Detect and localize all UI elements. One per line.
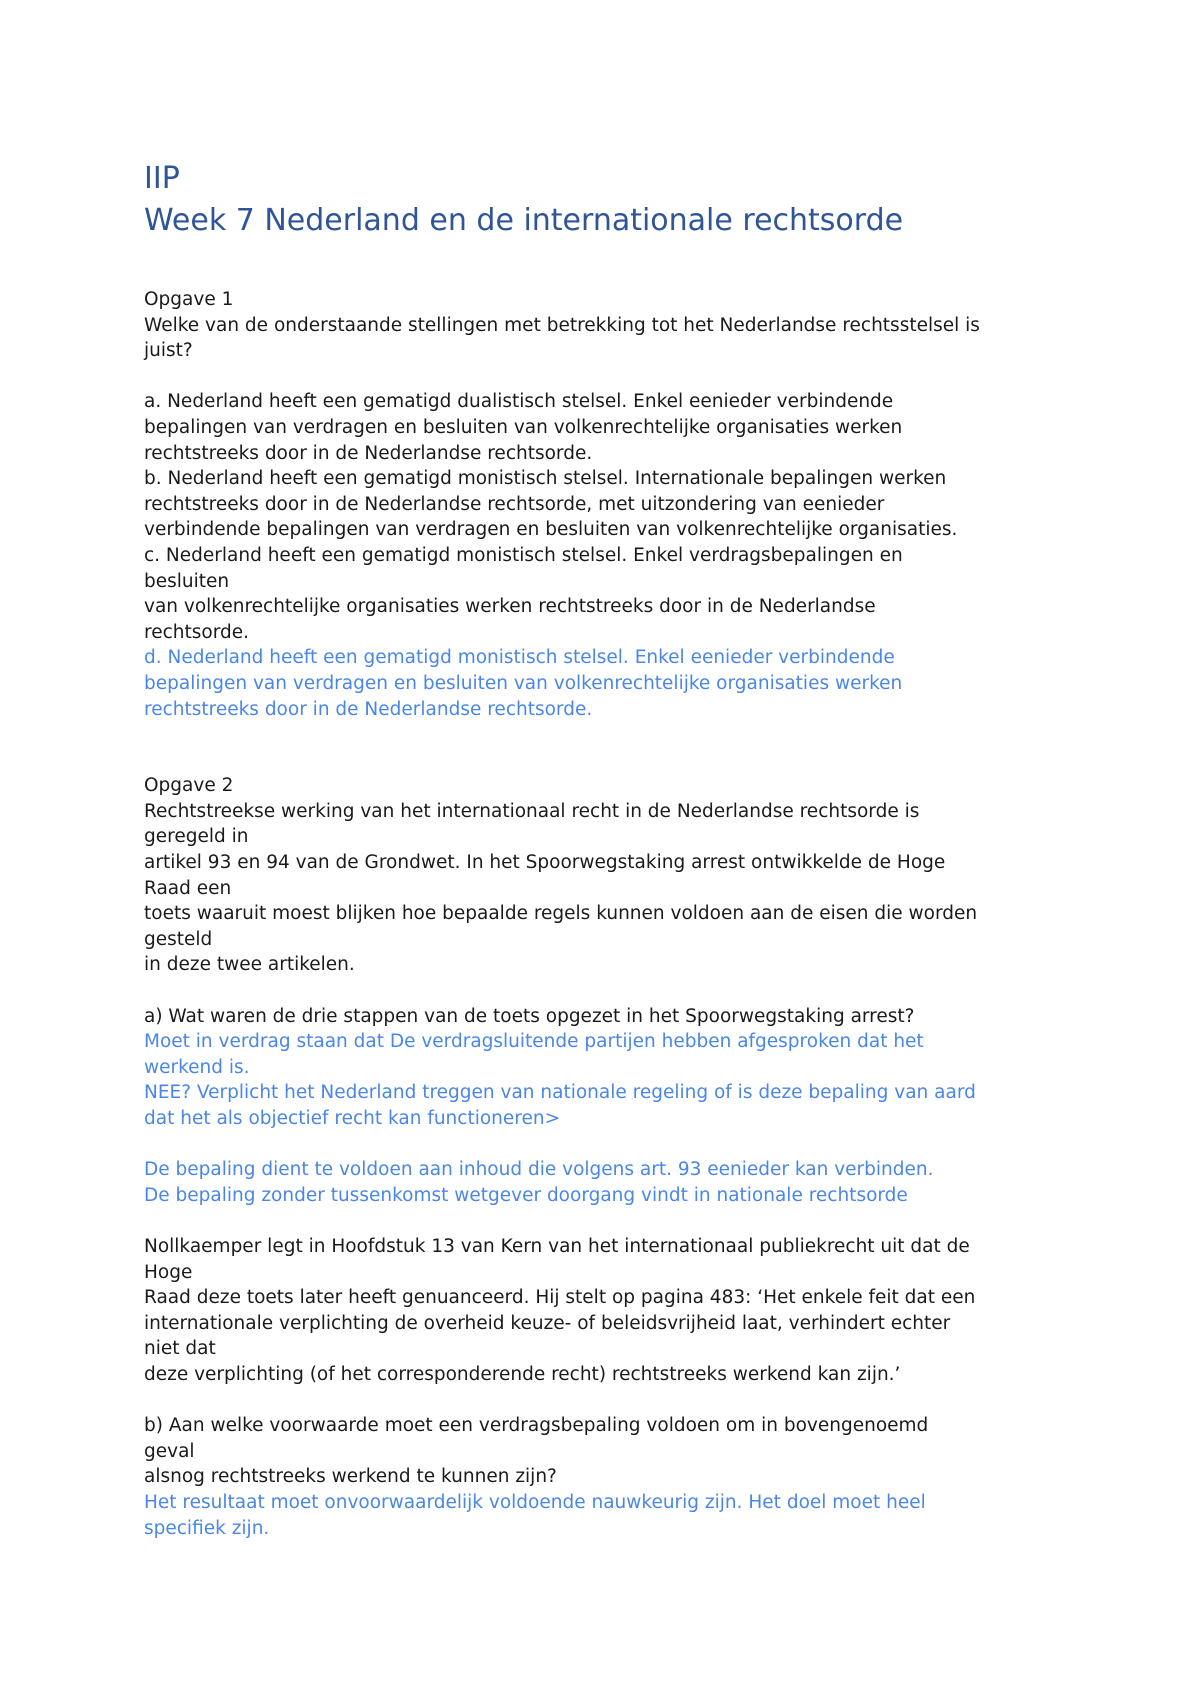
opgave-2-intro-line: gesteld: [144, 928, 213, 950]
answer-a-line: NEE? Verplicht het Nederland treggen van nationale regeling of is deze bepaling van aard: [144, 1082, 976, 1104]
document-header: [144, 158, 1084, 242]
answer-b-line: specifiek zijn.: [144, 1517, 270, 1539]
option-c-line: rechtsorde.: [144, 621, 249, 643]
question-b-line: geval: [144, 1440, 195, 1462]
option-a-line: bepalingen van verdragen en besluiten van volkenrechtelijke organisaties werken: [144, 416, 903, 438]
answer-a-line: werkend is.: [144, 1056, 250, 1078]
spacer: [144, 722, 1084, 748]
option-a-line: rechtstreeks door in de Nederlandse rechtsorde.: [144, 442, 593, 464]
option-d-answer-line: rechtstreeks door in de Nederlandse rechtsorde.: [144, 698, 593, 720]
nollkaemper-line: Hoge: [144, 1261, 193, 1283]
nollkaemper-line: Nollkaemper legt in Hoofdstuk 13 van Kern van het internationaal publiekrecht uit dat de: [144, 1235, 970, 1257]
spacer: [144, 978, 1084, 1004]
spacer: [144, 748, 1084, 774]
option-a-line: a. Nederland heeft een gematigd dualistisch stelsel. Enkel eenieder verbindende: [144, 391, 894, 413]
spacer: [144, 1208, 1084, 1234]
option-b-line: b. Nederland heeft een gematigd monistisch stelsel. Internationale bepalingen werken: [144, 468, 947, 490]
opgave-2-intro-line: Rechtstreekse werking van het internationaal recht in de Nederlandse rechtsorde is: [144, 800, 920, 822]
answer-b-line: Het resultaat moet onvoorwaardelijk voldoende nauwkeurig zijn. Het doel moet heel: [144, 1491, 926, 1513]
opgave-1-question-line: juist?: [144, 340, 193, 362]
question-b-line: alsnog rechtstreeks werkend te kunnen zijn?: [144, 1466, 557, 1488]
document-page: [144, 158, 1084, 1541]
opgave-2-intro-line: geregeld in: [144, 826, 249, 848]
answer-a-line: De bepaling dient te voldoen aan inhoud die volgens art. 93 eenieder kan verbinden.: [144, 1159, 934, 1181]
course-title: IIP: [144, 161, 180, 196]
opgave-2-intro-line: toets waaruit moest blijken hoe bepaalde regels kunnen voldoen aan de eisen die worden: [144, 903, 978, 925]
option-c-line: besluiten: [144, 570, 230, 592]
answer-a-line: dat het als objectief recht kan functioneren>: [144, 1108, 561, 1129]
answer-a-line: De bepaling zonder tussenkomst wetgever doorgang vindt in nationale rechtsorde: [144, 1184, 908, 1206]
option-c-line: c. Nederland heeft een gematigd monistisch stelsel. Enkel verdragsbepalingen en: [144, 544, 903, 566]
nollkaemper-line: Raad deze toets later heeft genuanceerd. Hij stelt op pagina 483: ‘Het enkele feit dat een: [144, 1287, 976, 1309]
option-b-line: verbindende bepalingen van verdragen en besluiten van volkenrechtelijke organisaties.: [144, 519, 958, 541]
opgave-1-question-line: Welke van de onderstaande stellingen met betrekking tot het Nederlandse rechtsstelsel is: [144, 314, 980, 336]
week-title: Week 7 Nederland en de internationale rechtsorde: [144, 203, 904, 238]
question-a: a) Wat waren de drie stappen van de toets opgezet in het Spoorwegstaking arrest?: [144, 1005, 915, 1027]
nollkaemper-line: deze verplichting (of het corresponderende recht) rechtstreeks werkend kan zijn.’: [144, 1363, 901, 1385]
spacer: [144, 1132, 1084, 1158]
spacer: [144, 364, 1084, 390]
opgave-2-intro-line: in deze twee artikelen.: [144, 954, 355, 976]
opgave-1-heading: Opgave 1: [144, 289, 234, 310]
opgave-1-section: [144, 287, 1084, 722]
option-b-line: rechtstreeks door in de Nederlandse rechtsorde, met uitzondering van eenieder: [144, 493, 885, 515]
nollkaemper-line: niet dat: [144, 1338, 216, 1360]
option-d-answer-line: bepalingen van verdragen en besluiten van volkenrechtelijke organisaties werken: [144, 672, 903, 694]
opgave-2-section: [144, 773, 1084, 1541]
option-d-answer-line: d. Nederland heeft een gematigd monistisch stelsel. Enkel eenieder verbindende: [144, 647, 895, 669]
spacer: [144, 1388, 1084, 1414]
opgave-2-heading: Opgave 2: [144, 775, 234, 797]
nollkaemper-line: internationale verplichting de overheid keuze- of beleidsvrijheid laat, verhindert echter: [144, 1312, 951, 1334]
opgave-2-intro-line: Raad een: [144, 877, 232, 899]
question-b-line: b) Aan welke voorwaarde moet een verdragsbepaling voldoen om in bovengenoemd: [144, 1415, 929, 1437]
option-c-line: van volkenrechtelijke organisaties werken rechtstreeks door in de Nederlandse: [144, 596, 876, 618]
answer-a-line: Moet in verdrag staan dat De verdragsluitende partijen hebben afgesproken dat het: [144, 1031, 924, 1053]
opgave-2-intro-line: artikel 93 en 94 van de Grondwet. In het Spoorwegstaking arrest ontwikkelde de Hoge: [144, 852, 946, 874]
